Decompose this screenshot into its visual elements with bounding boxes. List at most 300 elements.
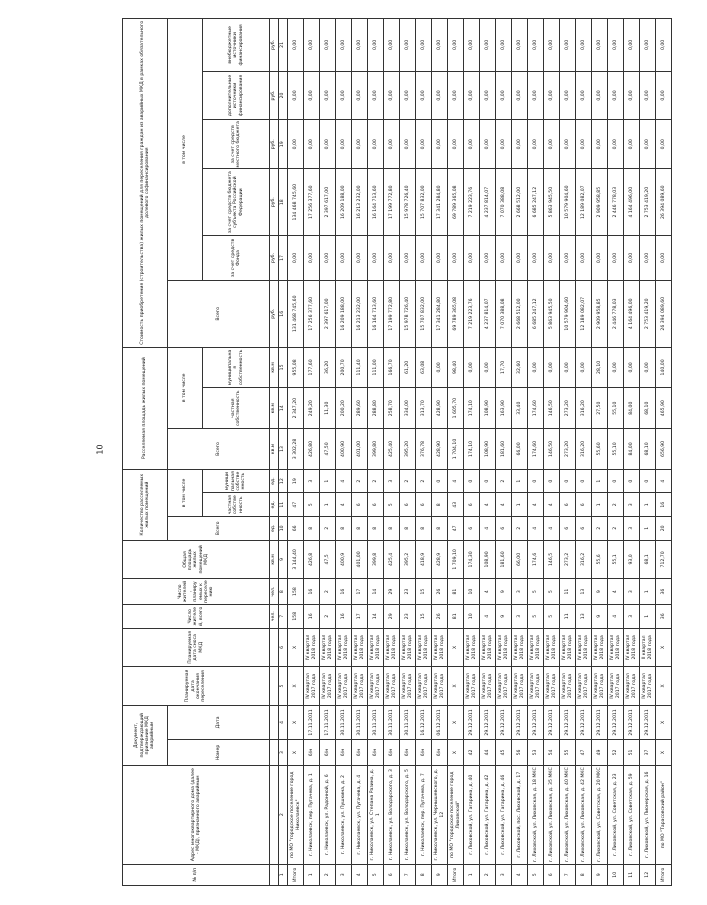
unit-cell: руб.	[270, 71, 279, 119]
table-cell: 10 579 904,60	[560, 281, 576, 348]
table-cell: 0,00	[608, 347, 624, 388]
column-number-cell: 7	[279, 604, 288, 628]
table-cell: 0,00	[400, 235, 416, 280]
table-header	[123, 19, 288, 886]
table-cell: IV квартал 2017 года	[496, 667, 512, 706]
table-cell: 10 579 904,60	[560, 169, 576, 236]
column-number-cell: 6	[279, 628, 288, 667]
table-cell: 0	[464, 469, 480, 493]
table-cell: X	[288, 628, 304, 667]
header-cost-in-that-number: в том числе	[168, 19, 203, 281]
table-cell: 399,8	[368, 540, 384, 579]
table-cell: 69 789 365,08	[448, 169, 464, 236]
table-row	[432, 19, 448, 886]
table-cell: 5 863 945,50	[544, 281, 560, 348]
table-cell: 29.12.2011	[544, 705, 560, 739]
table-cell: 0,00	[656, 235, 672, 280]
table-cell: 2 668 512,00	[512, 169, 528, 236]
table-cell: 6	[384, 864, 400, 885]
table-cell: 29.12.2011	[560, 705, 576, 739]
table-cell: 49	[592, 740, 608, 766]
table-cell: 465,90	[656, 388, 672, 429]
table-cell: 4	[608, 579, 624, 605]
table-cell: 0	[544, 469, 560, 493]
table-cell: 108,90	[480, 540, 496, 579]
table-cell: 656,90	[656, 429, 672, 470]
total-row	[448, 19, 464, 886]
column-number-cell: 10	[279, 517, 288, 541]
address-cell: г. Николаевск, ул. Пушкина, д. 2	[336, 765, 352, 864]
table-cell: IV квартал 2017 года	[592, 667, 608, 706]
table-cell: 23	[400, 604, 416, 628]
table-cell: 0,00	[304, 235, 320, 280]
table-cell: 26	[432, 604, 448, 628]
table-cell: X	[288, 705, 304, 739]
table-cell: 0	[432, 469, 448, 493]
table-cell: 8	[432, 493, 448, 517]
header-area-total: Всего	[168, 429, 270, 470]
table-cell: 2	[592, 517, 608, 541]
table-cell: 4	[656, 469, 672, 493]
table-cell: 4	[512, 864, 528, 885]
table-cell: 12 189 082,07	[576, 281, 592, 348]
table-cell: 399,80	[368, 429, 384, 470]
table-cell: 47	[576, 740, 592, 766]
table-cell: 1	[320, 469, 336, 493]
table-cell: 0,00	[368, 19, 384, 72]
table-cell: X	[448, 667, 464, 706]
table-cell: 63,08	[416, 347, 432, 388]
table-cell: 55,1	[608, 540, 624, 579]
table-cell: 2	[512, 517, 528, 541]
table-cell: IV квартал 2018 года	[368, 628, 384, 667]
table-cell: 30.11.2011	[368, 705, 384, 739]
table-cell: 140,00	[656, 347, 672, 388]
address-cell: г. Николаевск, пер. Пугачева, д. 1	[304, 765, 320, 864]
table-cell: IV квартал 2017 года	[544, 667, 560, 706]
table-cell: 0	[576, 469, 592, 493]
table-cell: 4	[480, 493, 496, 517]
unit-cell: руб.	[270, 19, 279, 72]
table-cell: 0	[608, 469, 624, 493]
column-number-cell: 5	[279, 667, 288, 706]
table-cell: 0,00	[624, 347, 640, 388]
table-cell: X	[288, 740, 304, 766]
table-row	[544, 19, 560, 886]
table-cell: 426,80	[304, 429, 320, 470]
table-row	[480, 19, 496, 886]
table-cell: 0,00	[384, 120, 400, 169]
table-cell: 2	[400, 469, 416, 493]
table-cell: 0,00	[320, 71, 336, 119]
address-cell: г. Лиховской, ул. Лиховская, д. 42 МКС	[576, 765, 592, 864]
table-cell: 6	[368, 493, 384, 517]
table-cell: IV квартал 2017 года	[384, 667, 400, 706]
table-cell: 11	[624, 864, 640, 885]
header-residents-planned: Число жителей, планируемых к переселению	[123, 579, 270, 605]
table-cell: 23	[400, 579, 416, 605]
table-cell: 108,90	[480, 388, 496, 429]
column-number-cell: 11	[279, 493, 288, 517]
table-cell: 273,2	[560, 540, 576, 579]
table-cell: 400,90	[336, 429, 352, 470]
table-cell: 2	[496, 469, 512, 493]
table-cell: 16	[304, 604, 320, 628]
table-row	[592, 19, 608, 886]
header-planned-resettle: Планируемая дата окончания переселения	[123, 667, 270, 706]
table-cell: X	[448, 740, 464, 766]
table-cell: 15 707 832,00	[416, 281, 432, 348]
table-cell: 0,00	[336, 120, 352, 169]
table-cell: 19	[288, 469, 304, 493]
table-cell: 7 070 388,08	[496, 169, 512, 236]
table-cell: 181,60	[496, 429, 512, 470]
table-cell: 313,70	[416, 388, 432, 429]
table-cell: IV квартал 2018 года	[432, 628, 448, 667]
table-cell: IV квартал 2018 года	[464, 628, 480, 667]
table-cell: 4	[544, 493, 560, 517]
table-row	[336, 19, 352, 886]
table-cell: 7	[560, 864, 576, 885]
table-cell: 5	[304, 493, 320, 517]
unit-cell	[270, 705, 279, 739]
table-cell: 2	[416, 469, 432, 493]
table-cell: 47,5	[320, 540, 336, 579]
table-cell: 6	[496, 517, 512, 541]
table-cell: IV квартал 2017 года	[320, 667, 336, 706]
table-cell: 395,20	[400, 429, 416, 470]
table-cell: 2 909 958,85	[592, 281, 608, 348]
column-number-cell: 3	[279, 740, 288, 766]
header-area-group: Расселяемая площадь жилых помещений	[123, 347, 168, 469]
table-cell: 16 164 713,60	[368, 169, 384, 236]
table-cell: 3	[336, 864, 352, 885]
table-cell: 289,60	[352, 388, 368, 429]
address-cell: по МО "городское поселение город Николаевск"	[288, 765, 304, 864]
table-cell: 26 394 089,60	[656, 281, 672, 348]
table-cell: 0,00	[352, 19, 368, 72]
table-cell: 400,9	[336, 540, 352, 579]
table-cell: 98,40	[448, 347, 464, 388]
unit-cell	[270, 740, 279, 766]
header-rooms-group: Количество расселяемых жилых помещений	[123, 469, 168, 540]
table-cell: 425,4	[384, 540, 400, 579]
table-cell: 0,00	[464, 347, 480, 388]
table-cell: 0,00	[320, 120, 336, 169]
table-cell: 0,00	[304, 120, 320, 169]
address-cell: г. Лиховской, пос. Лиховской, д. 17	[512, 765, 528, 864]
table-cell: 0,00	[512, 235, 528, 280]
table-cell: 0,00	[320, 235, 336, 280]
table-cell: 9	[592, 579, 608, 605]
table-cell: 7 219 223,76	[464, 169, 480, 236]
table-cell: 0	[640, 469, 656, 493]
header-region-budget: за счет средств бюджета субъекта Российской Федерации	[203, 169, 270, 236]
address-cell: по МО "городское поселение город Лиховской"	[448, 765, 464, 864]
table-cell: 0,00	[624, 71, 640, 119]
header-no: № п/п	[123, 864, 270, 885]
table-cell: 401,00	[352, 429, 368, 470]
table-cell: 0,00	[528, 235, 544, 280]
table-cell: 55,6	[592, 540, 608, 579]
table-cell: 0,00	[640, 235, 656, 280]
table-cell: 6/н	[320, 740, 336, 766]
unit-cell: руб.	[270, 235, 279, 280]
table-cell: 0,00	[656, 120, 672, 169]
total-row	[656, 19, 672, 886]
table-cell: 0,00	[592, 71, 608, 119]
table-cell: 0,00	[416, 235, 432, 280]
unit-cell: ед.	[270, 517, 279, 541]
table-cell: IV квартал 2017 года	[528, 667, 544, 706]
table-cell: 66,00	[512, 540, 528, 579]
table-cell: 0,00	[352, 235, 368, 280]
table-cell: 1	[640, 517, 656, 541]
table-cell: 0,00	[608, 19, 624, 72]
units-row	[270, 19, 279, 886]
table-cell: 174,10	[464, 388, 480, 429]
table-cell: 26	[432, 579, 448, 605]
header-area-private: частная собственность	[203, 388, 270, 429]
table-cell: 0,00	[544, 19, 560, 72]
table-cell: 0,00	[528, 120, 544, 169]
table-cell: 0,00	[464, 71, 480, 119]
table-cell: 84,00	[624, 429, 640, 470]
table-row	[352, 19, 368, 886]
unit-cell	[270, 628, 279, 667]
table-cell: 146,50	[544, 429, 560, 470]
table-cell: 6/н	[368, 740, 384, 766]
table-cell: IV квартал 2018 года	[624, 628, 640, 667]
column-number-cell: 18	[279, 169, 288, 236]
column-numbers-row	[279, 19, 288, 886]
header-local-budget: за счет средств местного бюджета	[203, 120, 270, 169]
unit-cell: руб.	[270, 281, 279, 348]
table-cell: 108,90	[480, 429, 496, 470]
table-cell: 428,9	[432, 540, 448, 579]
table-cell: 4	[336, 493, 352, 517]
table-row	[608, 19, 624, 886]
table-cell: IV квартал 2017 года	[416, 667, 432, 706]
table-cell: 0,00	[496, 235, 512, 280]
table-cell: 111,00	[368, 347, 384, 388]
table-cell: 17 256 377,60	[304, 169, 320, 236]
table-cell: X	[656, 667, 672, 706]
table-cell: 54	[544, 740, 560, 766]
table-cell: 376,78	[416, 429, 432, 470]
table-cell: 131 468 745,60	[288, 281, 304, 348]
table-cell: 0,00	[608, 120, 624, 169]
table-cell: 2 909 958,85	[592, 169, 608, 236]
column-number-cell: 17	[279, 235, 288, 280]
table-cell: 8	[416, 864, 432, 885]
table-cell: 66,00	[512, 429, 528, 470]
column-number-cell: 13	[279, 429, 288, 470]
table-cell: 4	[336, 469, 352, 493]
header-address: Адрес многоквартирного дома (далее - МКД), признанного аварийным	[123, 765, 270, 864]
address-cell: г. Лиховской, ул. Гагарина, д. 40	[464, 765, 480, 864]
table-cell: X	[448, 628, 464, 667]
header-fund: за счет средств Фонда	[203, 235, 270, 280]
table-cell: 3	[624, 604, 640, 628]
table-cell: 0,00	[624, 19, 640, 72]
header-rooms-total: Всего	[168, 517, 270, 541]
table-cell: 12 189 082,07	[576, 169, 592, 236]
table-cell: 0,00	[624, 120, 640, 169]
table-cell: 0,00	[592, 235, 608, 280]
column-number-cell: 21	[279, 19, 288, 72]
table-cell: 10	[464, 604, 480, 628]
rotated-table-container	[122, 18, 707, 886]
table-row	[416, 19, 432, 886]
table-cell: 0,00	[544, 120, 560, 169]
table-cell: 06.12.2011	[432, 705, 448, 739]
table-cell: 27,50	[592, 388, 608, 429]
table-cell: 316,20	[576, 388, 592, 429]
table-cell: IV квартал 2018 года	[416, 628, 432, 667]
unit-cell: руб.	[270, 120, 279, 169]
table-cell: IV квартал 2018 года	[480, 628, 496, 667]
table-cell: 17.11.2011	[320, 705, 336, 739]
address-cell: г. Лиховской, ул. Лиховская, д. 40 МКС	[560, 765, 576, 864]
table-cell: 17	[352, 579, 368, 605]
table-cell: 174,30	[464, 540, 480, 579]
table-cell: 177,60	[304, 347, 320, 388]
unit-cell: чел.	[270, 604, 279, 628]
table-cell: 10	[608, 864, 624, 885]
table-cell: 0,00	[336, 71, 352, 119]
table-cell: 0,00	[624, 235, 640, 280]
table-cell: IV квартал 2017 года	[576, 667, 592, 706]
table-cell: IV квартал 2018 года	[304, 628, 320, 667]
table-cell: 4	[496, 493, 512, 517]
table-cell: IV квартал 2018 года	[608, 628, 624, 667]
table-cell: 174,10	[464, 429, 480, 470]
table-row	[400, 19, 416, 886]
table-cell: 0,00	[448, 71, 464, 119]
table-cell: 10	[464, 579, 480, 605]
table-cell: 9	[496, 604, 512, 628]
table-cell: 401,00	[352, 540, 368, 579]
table-cell: 8	[416, 517, 432, 541]
table-cell: IV квартал 2017 года	[352, 667, 368, 706]
table-cell: 6 685 247,12	[528, 169, 544, 236]
table-cell: 17 341 284,80	[432, 281, 448, 348]
table-cell: IV квартал 2017 года	[480, 667, 496, 706]
table-cell: 0,00	[480, 71, 496, 119]
table-cell: 0,00	[496, 71, 512, 119]
table-cell: X	[656, 740, 672, 766]
table-cell: 0,00	[592, 120, 608, 169]
unit-cell: чел.	[270, 579, 279, 605]
table-cell: 29.12.2011	[480, 705, 496, 739]
table-cell: 6	[352, 493, 368, 517]
table-cell: 0,00	[384, 19, 400, 72]
table-cell: IV квартал 2017 года	[432, 667, 448, 706]
table-cell: 8	[400, 517, 416, 541]
table-cell: 158	[288, 604, 304, 628]
table-cell: 15 707 832,00	[416, 169, 432, 236]
table-cell: IV квартал 2018 года	[496, 628, 512, 667]
table-cell: 0,00	[560, 235, 576, 280]
table-cell: 6/н	[384, 740, 400, 766]
table-cell: IV квартал 2017 года	[304, 667, 320, 706]
table-cell: 181,60	[496, 540, 512, 579]
table-cell: 17 341 284,80	[432, 169, 448, 236]
table-cell: 0,00	[368, 235, 384, 280]
table-cell: 158	[288, 579, 304, 605]
table-cell: 36,20	[320, 347, 336, 388]
table-cell: 44	[480, 740, 496, 766]
table-cell: 2 446 778,03	[608, 169, 624, 236]
table-cell: 81	[448, 604, 464, 628]
table-cell: 43	[448, 493, 464, 517]
table-cell: 2 753 419,20	[640, 169, 656, 236]
header-rooms-municipal: муниципальная собственность	[203, 469, 270, 493]
table-cell: 29	[384, 604, 400, 628]
table-cell: 4	[544, 517, 560, 541]
table-cell: 146,50	[544, 388, 560, 429]
table-cell: 6 685 247,12	[528, 281, 544, 348]
table-cell: 15 978 726,40	[400, 169, 416, 236]
column-number-cell: 12	[279, 469, 288, 493]
address-cell: г. Николаевск, ул. Радонной, д. 6	[320, 765, 336, 864]
table-cell: 0,00	[592, 19, 608, 72]
table-cell: 4	[480, 579, 496, 605]
table-cell: 36	[656, 604, 672, 628]
header-doc-number: Номер	[168, 740, 270, 766]
table-cell: IV квартал 2018 года	[512, 628, 528, 667]
table-cell: 5	[544, 579, 560, 605]
table-cell: 17,70	[496, 347, 512, 388]
table-cell: 0,00	[528, 71, 544, 119]
table-cell: 2 446 778,03	[608, 281, 624, 348]
table-cell: 0,00	[400, 120, 416, 169]
table-cell: 200,70	[336, 347, 352, 388]
table-cell: 0,00	[576, 235, 592, 280]
table-cell: 2	[608, 493, 624, 517]
table-cell: 6/н	[432, 740, 448, 766]
table-cell: 1	[464, 864, 480, 885]
table-cell: 93,0	[624, 540, 640, 579]
table-cell: 16 164 713,60	[368, 281, 384, 348]
table-cell: 29	[384, 579, 400, 605]
table-cell: 0,00	[512, 71, 528, 119]
table-cell: IV квартал 2017 года	[512, 667, 528, 706]
unit-cell: руб.	[270, 169, 279, 236]
header-area-municipal: муниципальная собственность	[203, 347, 270, 388]
column-number-cell: 20	[279, 71, 288, 119]
unit-cell	[270, 864, 279, 885]
table-cell: 0,00	[480, 347, 496, 388]
table-cell: 47	[448, 517, 464, 541]
table-cell: 0,00	[640, 19, 656, 72]
table-cell: 6	[560, 493, 576, 517]
table-cell: 29.12.2011	[624, 705, 640, 739]
table-cell: 4	[608, 604, 624, 628]
table-cell: 0,00	[416, 71, 432, 119]
table-cell: 3	[384, 469, 400, 493]
table-row	[464, 19, 480, 886]
table-cell: 13	[576, 579, 592, 605]
table-cell: IV квартал 2018 года	[560, 628, 576, 667]
table-cell: 0,00	[432, 235, 448, 280]
table-cell: 0,00	[656, 71, 672, 119]
address-cell: г. Николаевск, ул. Пугачева, д. 4	[352, 765, 368, 864]
table-cell: II квартал 2018 года	[640, 628, 656, 667]
table-cell: 0,00	[384, 235, 400, 280]
table-cell: 84,00	[624, 388, 640, 429]
